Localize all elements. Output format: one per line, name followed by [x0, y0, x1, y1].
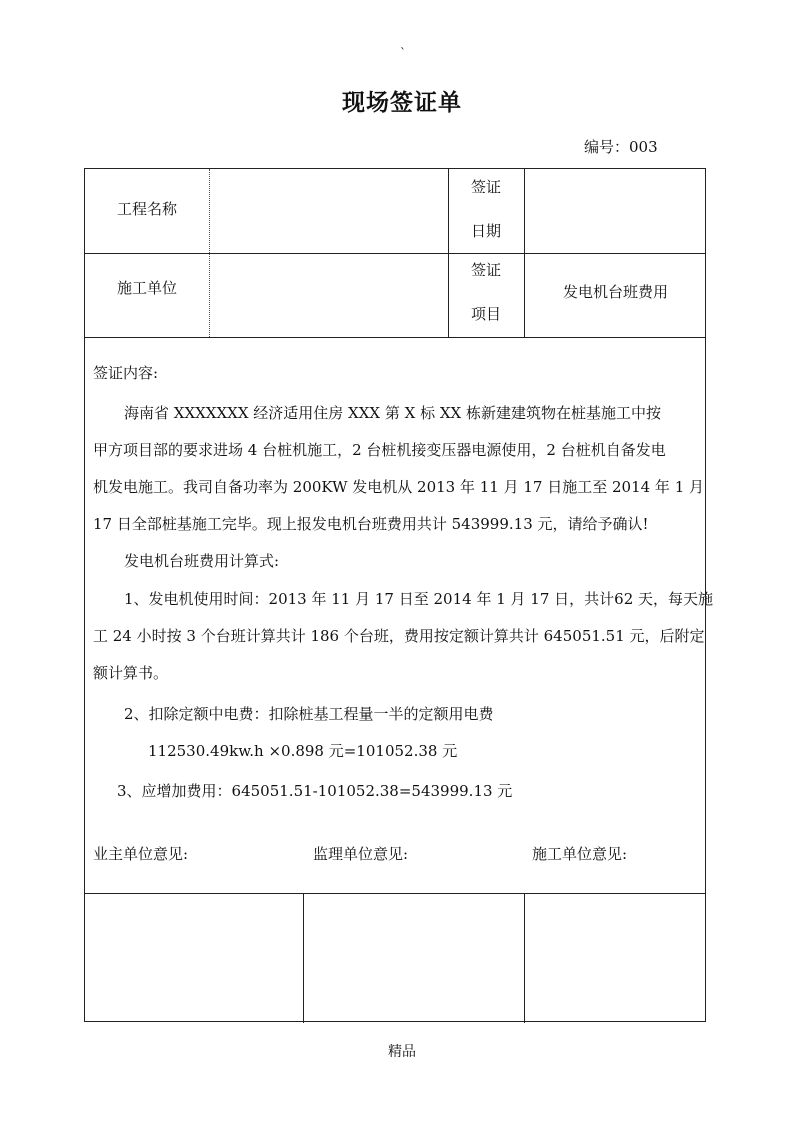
supervisor-signature-box: [304, 894, 524, 1023]
content-line: 3、应增加费用：645051.51-101052.38=543999.13 元: [117, 782, 513, 800]
content-line: 112530.49kw.h ×0.898 元=101052.38 元: [148, 742, 458, 760]
content-line: 海南省 XXXXXXX 经济适用住房 XXX 第 X 标 XX 栋新建建筑物在桩基施工中按: [124, 404, 661, 422]
owner-signature-box: [85, 894, 303, 1023]
visa-item-label-line2: 项目: [470, 305, 501, 323]
content-line: 甲方项目部的要求进场 4 台桩机施工，2 台桩机接变压器电源使用，2 台桩机自备发电: [93, 441, 666, 459]
serial-number: 编号：003: [584, 138, 658, 156]
visa-item-value: 发电机台班费用: [562, 283, 668, 301]
content-heading: 签证内容:: [93, 364, 159, 382]
content-line: 发电机台班费用计算式:: [124, 552, 280, 570]
content-line: 机发电施工。我司自备功率为 200KW 发电机从 2013 年 11 月 17 日施工至 2014 年 1 月: [93, 478, 705, 496]
footer-note: 精品: [388, 1044, 416, 1060]
column-divider-3: [524, 169, 525, 337]
header-dot: `: [400, 46, 406, 60]
column-divider-1: [209, 169, 210, 337]
owner-opinion-label: 业主单位意见:: [93, 845, 189, 863]
content-line: 17 日全部桩基施工完毕。现上报发电机台班费用共计 543999.13 元，请给予确认!: [93, 515, 649, 533]
visa-form-table: [84, 168, 714, 1022]
content-line: 1、发电机使用时间：2013 年 11 月 17 日至 2014 年 1 月 17 日，共计62 天，每天施: [124, 590, 714, 608]
content-line: 工 24 小时按 3 个台班计算共计 186 个台班，费用按定额计算共计 645051.51 元，后附定: [93, 627, 705, 645]
visa-item-label-line1: 签证: [470, 261, 501, 279]
contractor-signature-box: [525, 894, 707, 1023]
page-title: 现场签证单: [342, 89, 462, 116]
content-line: 额计算书。: [93, 664, 169, 682]
project-name-label: 工程名称: [116, 200, 177, 218]
row-divider-2: [85, 337, 705, 338]
contractor-opinion-label: 施工单位意见:: [532, 845, 628, 863]
visa-date-label-line2: 日期: [470, 222, 501, 240]
visa-date-label-line1: 签证: [470, 178, 501, 196]
content-line: 2、扣除定额中电费：扣除桩基工程量一半的定额用电费: [124, 705, 494, 723]
contractor-label: 施工单位: [116, 279, 177, 297]
supervisor-opinion-label: 监理单位意见:: [313, 845, 409, 863]
row-divider-1: [85, 253, 705, 254]
